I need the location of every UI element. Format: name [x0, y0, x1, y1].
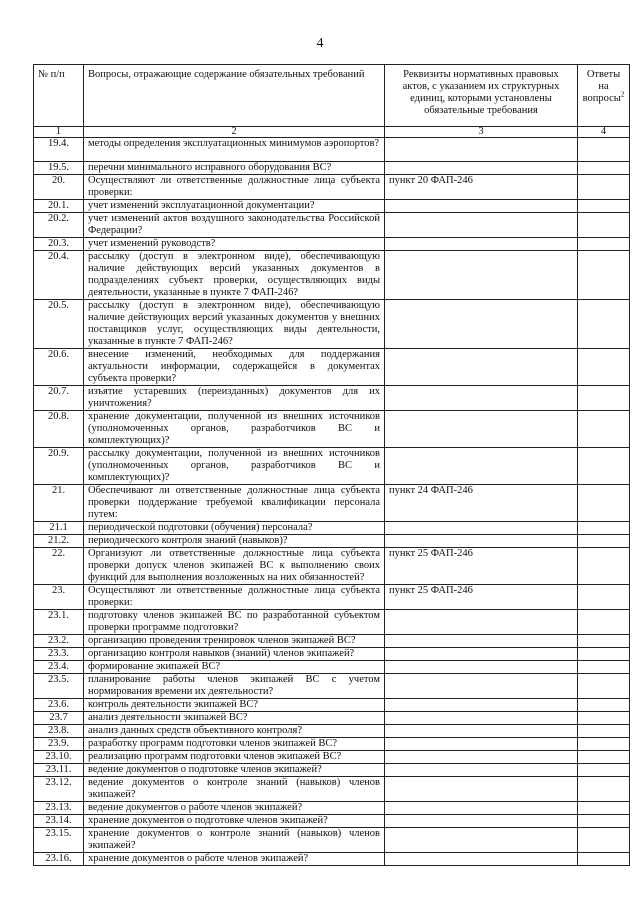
row-answer-cell[interactable] [578, 674, 630, 699]
row-answer-cell[interactable] [578, 635, 630, 648]
row-number: 21. [34, 485, 84, 522]
row-requisites: пункт 24 ФАП-246 [385, 485, 578, 522]
row-requisites [385, 411, 578, 448]
table-row [34, 661, 630, 674]
row-number: 23.5. [34, 674, 84, 699]
table-row [34, 764, 630, 777]
row-question: ведение документов о работе членов экипажей? [84, 802, 385, 815]
row-answer-cell[interactable] [578, 738, 630, 751]
row-question: формирование экипажей ВС? [84, 661, 385, 674]
header-answers [578, 65, 630, 127]
table-row [34, 751, 630, 764]
row-number: 19.4. [34, 138, 84, 162]
header-requisites: Реквизиты нормативных правовых актов, с указанием их структурных единиц, которыми установлены обязательные требования [385, 65, 578, 127]
row-question: подготовку членов экипажей ВС по разработанной субъектом проверки программе подготовки? [84, 610, 385, 635]
row-answer-cell[interactable] [578, 411, 630, 448]
row-answer-cell[interactable] [578, 610, 630, 635]
row-answer-cell[interactable] [578, 251, 630, 300]
row-requisites [385, 251, 578, 300]
table-row [34, 585, 630, 610]
row-answer-cell[interactable] [578, 764, 630, 777]
row-question: методы определения эксплуатационных минимумов аэропортов? [84, 138, 385, 162]
row-question: Обеспечивают ли ответственные должностные лица субъекта проверки поддержание требуемой квалификации персонала путем: [84, 485, 385, 522]
row-number: 20.6. [34, 349, 84, 386]
row-question: перечни минимального исправного оборудования ВС? [84, 162, 385, 175]
table-row [34, 725, 630, 738]
row-requisites [385, 777, 578, 802]
header-question: Вопросы, отражающие содержание обязательных требований [84, 65, 385, 127]
row-number: 23.11. [34, 764, 84, 777]
table-row [34, 777, 630, 802]
row-question: учет изменений актов воздушного законодательства Российской Федерации? [84, 213, 385, 238]
row-number: 20.5. [34, 300, 84, 349]
row-question: периодической подготовки (обучения) персонала? [84, 522, 385, 535]
row-answer-cell[interactable] [578, 448, 630, 485]
row-question: учет изменений эксплуатационной документации? [84, 200, 385, 213]
column-number: 3 [385, 127, 578, 138]
row-requisites [385, 828, 578, 853]
row-requisites: пункт 25 ФАП-246 [385, 585, 578, 610]
row-number: 23.3. [34, 648, 84, 661]
row-number: 20.7. [34, 386, 84, 411]
table-row [34, 448, 630, 485]
row-requisites [385, 802, 578, 815]
row-question: разработку программ подготовки членов экипажей ВС? [84, 738, 385, 751]
table-row [34, 610, 630, 635]
table-row [34, 853, 630, 866]
row-number: 20. [34, 175, 84, 200]
row-number: 23.8. [34, 725, 84, 738]
row-number: 23.1. [34, 610, 84, 635]
row-requisites [385, 674, 578, 699]
table-row [34, 175, 630, 200]
table-row [34, 535, 630, 548]
row-requisites [385, 162, 578, 175]
table-row [34, 828, 630, 853]
header-answers-label: Ответы на вопросы [582, 69, 621, 104]
row-number: 23.6. [34, 699, 84, 712]
row-number: 23.14. [34, 815, 84, 828]
row-requisites [385, 535, 578, 548]
table-row [34, 648, 630, 661]
column-number: 1 [34, 127, 84, 138]
page-number: 4 [316, 36, 324, 51]
row-requisites [385, 764, 578, 777]
table-row [34, 485, 630, 522]
row-question: хранение документов о контроле знаний (навыков) членов экипажей? [84, 828, 385, 853]
row-requisites [385, 610, 578, 635]
row-question: рассылку (доступ в электронном виде), обеспечивающую наличие действующих версий указанных документов в подразделениях субъект проверки, осуществляющих виды деятельности, указанные в пункте 7 ФАП-246? [84, 251, 385, 300]
row-requisites [385, 238, 578, 251]
row-answer-cell[interactable] [578, 699, 630, 712]
row-number: 20.4. [34, 251, 84, 300]
table-row [34, 635, 630, 648]
table-body [34, 138, 630, 866]
row-number: 22. [34, 548, 84, 585]
row-question: Осуществляют ли ответственные должностные лица субъекта проверки: [84, 585, 385, 610]
row-requisites [385, 349, 578, 386]
row-answer-cell[interactable] [578, 485, 630, 522]
table-row [34, 238, 630, 251]
row-answer-cell[interactable] [578, 777, 630, 802]
row-requisites [385, 725, 578, 738]
row-question: периодического контроля знаний (навыков)? [84, 535, 385, 548]
row-requisites [385, 751, 578, 764]
row-number: 23.2. [34, 635, 84, 648]
row-question: внесение изменений, необходимых для поддержания актуальности информации, содержащейся в документах субъекта проверки? [84, 349, 385, 386]
table-row [34, 738, 630, 751]
row-answer-cell[interactable] [578, 386, 630, 411]
table-row [34, 349, 630, 386]
row-question: хранение документов о подготовке членов экипажей? [84, 815, 385, 828]
row-answer-cell[interactable] [578, 648, 630, 661]
column-number: 4 [578, 127, 630, 138]
row-answer-cell[interactable] [578, 138, 630, 162]
table-row [34, 213, 630, 238]
row-requisites [385, 386, 578, 411]
row-requisites [385, 853, 578, 866]
row-number: 23.16. [34, 853, 84, 866]
row-answer-cell[interactable] [578, 349, 630, 386]
table-row [34, 699, 630, 712]
row-question: изъятие устаревших (переизданных) документов для их уничтожения? [84, 386, 385, 411]
header-num: № п/п [34, 65, 84, 127]
row-question: контроль деятельности экипажей ВС? [84, 699, 385, 712]
row-question: анализ данных средств объективного контроля? [84, 725, 385, 738]
row-question: рассылку (доступ в электронном виде), обеспечивающую наличие действующих версий указанных документов у внешних поставщиков услуг, осуществляющих виды деятельности, указанные в пункте 7 ФАП-246? [84, 300, 385, 349]
row-number: 23.10. [34, 751, 84, 764]
table-row [34, 815, 630, 828]
row-requisites [385, 738, 578, 751]
row-number: 23. [34, 585, 84, 610]
row-answer-cell[interactable] [578, 213, 630, 238]
row-question: организацию проведения тренировок членов экипажей ВС? [84, 635, 385, 648]
row-requisites [385, 699, 578, 712]
row-answer-cell[interactable] [578, 815, 630, 828]
column-number: 2 [84, 127, 385, 138]
row-answer-cell[interactable] [578, 828, 630, 853]
row-requisites [385, 448, 578, 485]
row-number: 21.2. [34, 535, 84, 548]
table-row [34, 674, 630, 699]
row-number: 23.12. [34, 777, 84, 802]
row-question: хранение документов о работе членов экипажей? [84, 853, 385, 866]
row-requisites [385, 635, 578, 648]
requirements-table [33, 64, 630, 866]
row-question: рассылку документации, полученной из внешних источников (уполномоченных органов, разработчиков ВС и комплектующих)? [84, 448, 385, 485]
row-requisites [385, 661, 578, 674]
table-row [34, 300, 630, 349]
table-row [34, 712, 630, 725]
row-answer-cell[interactable] [578, 548, 630, 585]
row-number: 20.8. [34, 411, 84, 448]
row-requisites [385, 138, 578, 162]
row-question: планирование работы членов экипажей ВС с учетом нормирования времени их деятельности? [84, 674, 385, 699]
row-answer-cell[interactable] [578, 522, 630, 535]
table-row [34, 251, 630, 300]
row-answer-cell[interactable] [578, 585, 630, 610]
header-answers-footnote: 2 [620, 90, 625, 99]
row-answer-cell[interactable] [578, 853, 630, 866]
table-row [34, 162, 630, 175]
row-answer-cell[interactable] [578, 712, 630, 725]
row-number: 23.4. [34, 661, 84, 674]
table-row [34, 522, 630, 535]
row-requisites: пункт 20 ФАП-246 [385, 175, 578, 200]
row-answer-cell[interactable] [578, 300, 630, 349]
table-row [34, 411, 630, 448]
row-question: анализ деятельности экипажей ВС? [84, 712, 385, 725]
row-question: организацию контроля навыков (знаний) членов экипажей? [84, 648, 385, 661]
row-question: Осуществляют ли ответственные должностные лица субъекта проверки: [84, 175, 385, 200]
row-question: ведение документов о подготовке членов экипажей? [84, 764, 385, 777]
row-answer-cell[interactable] [578, 162, 630, 175]
row-question: хранение документации, полученной из внешних источников (уполномоченных органов, разработчиков ВС и комплектующих)? [84, 411, 385, 448]
table-row [34, 548, 630, 585]
row-requisites [385, 712, 578, 725]
table-row [34, 200, 630, 213]
row-number: 23.13. [34, 802, 84, 815]
table-header-row [34, 65, 630, 127]
row-number: 20.1. [34, 200, 84, 213]
row-number: 19.5. [34, 162, 84, 175]
row-question: ведение документов о контроле знаний (навыков) членов экипажей? [84, 777, 385, 802]
row-answer-cell[interactable] [578, 802, 630, 815]
row-answer-cell[interactable] [578, 535, 630, 548]
table-row [34, 802, 630, 815]
row-number: 23.7 [34, 712, 84, 725]
row-number: 23.9. [34, 738, 84, 751]
row-answer-cell[interactable] [578, 175, 630, 200]
row-question: Организуют ли ответственные должностные лица субъекта проверки допуск членов экипажей ВС к выполнению своих функций для выполнения возложенных на них обязанностей? [84, 548, 385, 585]
row-requisites [385, 300, 578, 349]
row-requisites [385, 648, 578, 661]
row-answer-cell[interactable] [578, 751, 630, 764]
row-number: 21.1 [34, 522, 84, 535]
row-answer-cell[interactable] [578, 725, 630, 738]
table-row [34, 386, 630, 411]
column-numbers-row [34, 127, 630, 138]
row-requisites [385, 213, 578, 238]
row-requisites [385, 815, 578, 828]
row-number: 20.3. [34, 238, 84, 251]
row-question: реализацию программ подготовки членов экипажей ВС? [84, 751, 385, 764]
row-number: 20.2. [34, 213, 84, 238]
row-requisites [385, 522, 578, 535]
row-requisites [385, 200, 578, 213]
row-answer-cell[interactable] [578, 238, 630, 251]
row-number: 23.15. [34, 828, 84, 853]
row-number: 20.9. [34, 448, 84, 485]
row-requisites: пункт 25 ФАП-246 [385, 548, 578, 585]
row-answer-cell[interactable] [578, 200, 630, 213]
table-row [34, 138, 630, 162]
row-question: учет изменений руководств? [84, 238, 385, 251]
row-answer-cell[interactable] [578, 661, 630, 674]
